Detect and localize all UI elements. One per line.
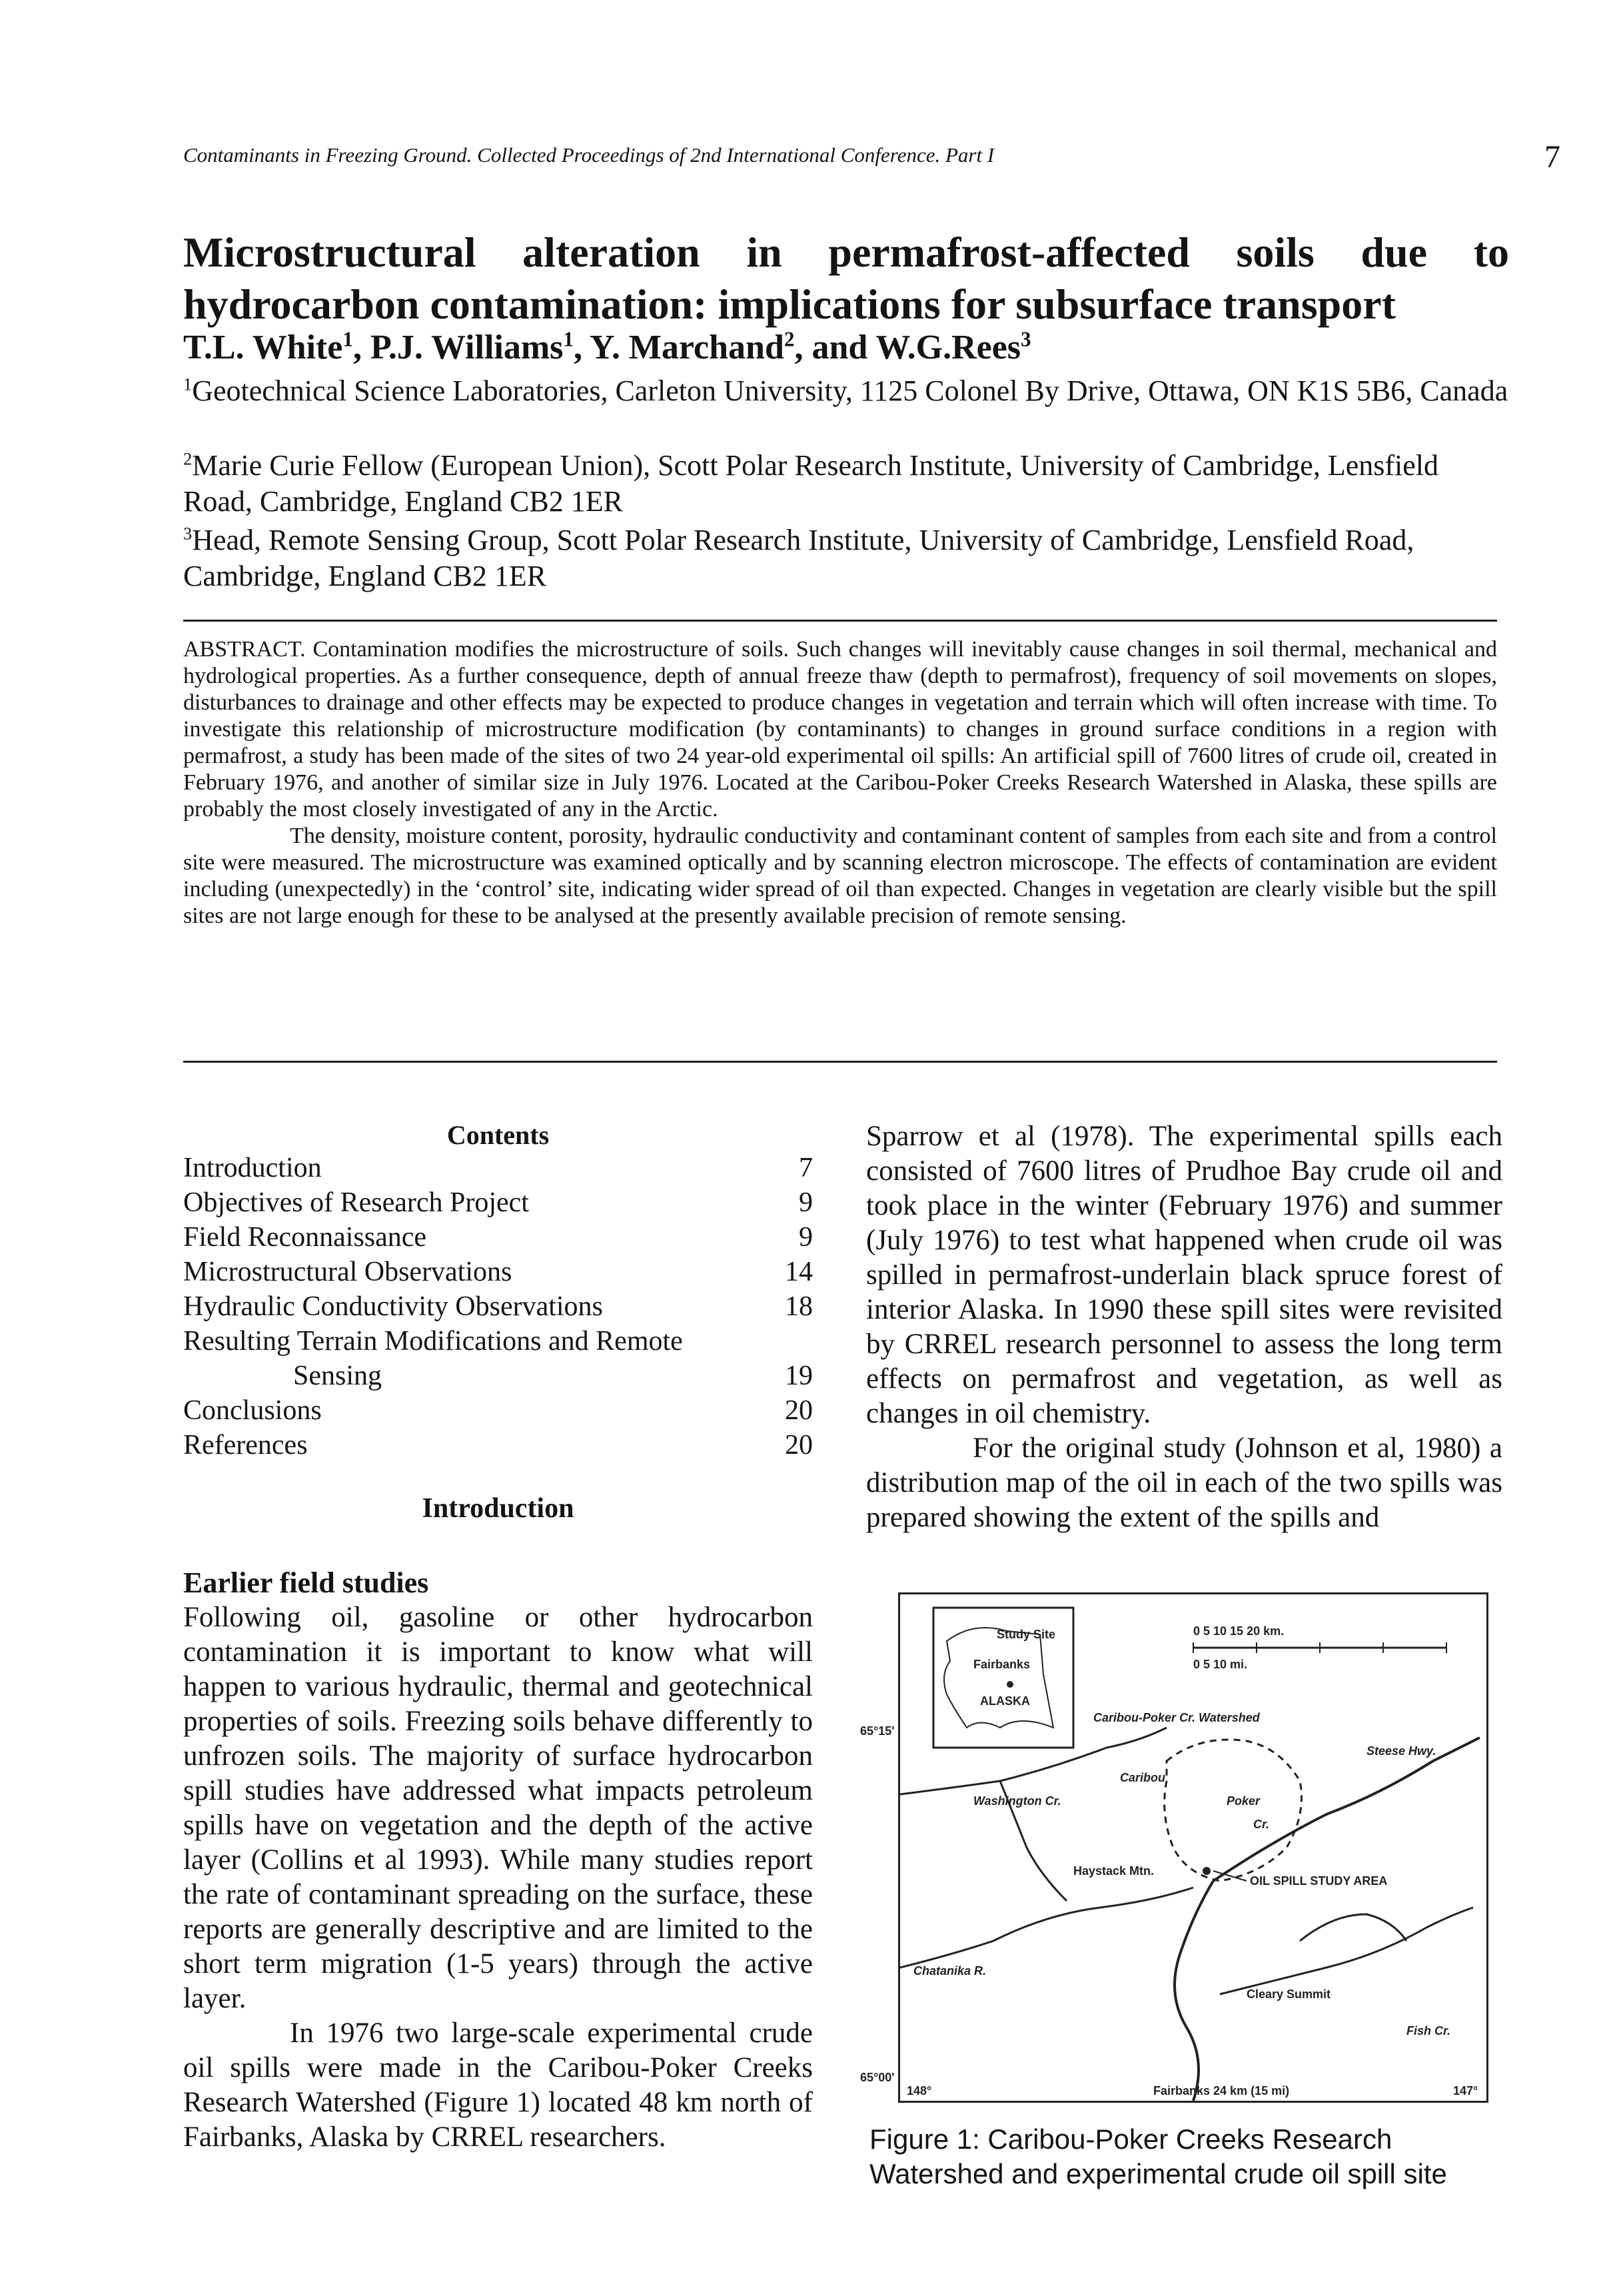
fish-creek xyxy=(1220,1908,1473,1994)
contents-item-label: Introduction xyxy=(183,1153,322,1183)
contents-item-page xyxy=(773,1324,813,1359)
chatanika-r-label: Chatanika R. xyxy=(913,1964,987,1978)
oil-spill-area-label: OIL SPILL STUDY AREA xyxy=(1250,1874,1388,1888)
affiliation-text: Head, Remote Sensing Group, Scott Polar Research Institute, University of Cambridge, Lensfield Road, Cambridge, England CB2 1ER xyxy=(183,524,1414,592)
cleary-summit-label: Cleary Summit xyxy=(1247,1988,1331,2001)
right-paragraph-2: For the original study (Johnson et al, 1980) a distribution map of the oil in each of the two spills was prepared showing the extent of the spills and xyxy=(866,1433,1502,1533)
author-name: , and W.G.Rees xyxy=(794,328,1021,366)
lat-top-label: 65°15' xyxy=(860,1724,895,1738)
contents-item[interactable] xyxy=(183,1359,813,1393)
contents-item-label: Field Reconnaissance xyxy=(183,1222,427,1253)
contents-item-page: 9 xyxy=(799,1222,813,1253)
contents-item-page: 18 xyxy=(785,1291,813,1322)
fairbanks-inset-label: Fairbanks xyxy=(973,1658,1031,1671)
fairbanks-distance-label: Fairbanks 24 km (15 mi) xyxy=(1153,2084,1290,2097)
contents-item-label: Objectives of Research Project xyxy=(183,1187,529,1218)
author-sup: 1 xyxy=(563,327,574,351)
contents-item[interactable] xyxy=(183,1255,813,1289)
steese-hwy-label: Steese Hwy. xyxy=(1366,1744,1436,1758)
contents-item-page: 19 xyxy=(785,1361,813,1391)
highway-south xyxy=(1175,1881,1213,2101)
contents-item-page: 14 xyxy=(785,1257,813,1287)
running-head: Contaminants in Freezing Ground. Collected Proceedings of 2nd International Conference. Part I xyxy=(183,143,995,167)
author-sup: 3 xyxy=(1021,327,1031,351)
page-number: 7 xyxy=(1544,139,1560,175)
steese-highway xyxy=(1213,1738,1480,1881)
contents-item[interactable] xyxy=(183,1428,813,1462)
contents-item-label: Resulting Terrain Modifications and Remote xyxy=(183,1326,683,1357)
paper-title xyxy=(183,227,1509,330)
title-line-1: Microstructural alteration in permafrost-affected soils due to xyxy=(183,229,1509,276)
chatanika-river xyxy=(900,1888,1193,1968)
contents-section xyxy=(183,1119,813,1462)
affiliation-2 xyxy=(183,448,1509,520)
alaska-outline xyxy=(944,1628,1056,1728)
contents-item[interactable] xyxy=(183,1185,813,1220)
introduction-heading: Introduction xyxy=(422,1493,574,1524)
contents-item-page: 20 xyxy=(785,1395,813,1426)
divider-top xyxy=(183,620,1497,622)
lat-bottom-label: 65°00' xyxy=(860,2071,895,2084)
contents-item-page: 7 xyxy=(799,1153,813,1183)
affiliation-sup: 1 xyxy=(183,374,193,394)
affiliation-sup: 2 xyxy=(183,448,193,469)
watershed-label: Caribou-Poker Cr. Watershed xyxy=(1093,1711,1260,1724)
affiliation-text: Marie Curie Fellow (European Union), Scott Polar Research Institute, University of Cambridge, Lensfield Road, Cambridge, England CB2 1ER xyxy=(183,449,1438,518)
summit-creek xyxy=(1300,1914,1406,1941)
abstract-paragraph-2: The density, moisture content, porosity, hydraulic conductivity and contaminant content of samples from each site and from a control site were measured. The microstructure was examined optically and by scanning electron microscope. The effects of contamination are evident including (unexpectedly) in the ‘control’ site, indicating wider spread of oil than expected. Changes in vegetation are clearly visible but the spill sites are not large enough for these to be analysed at the presently available precision of remote sensing. xyxy=(183,824,1497,928)
contents-item-page: 20 xyxy=(785,1430,813,1460)
contents-item[interactable] xyxy=(183,1151,813,1185)
author-name: , Y. Marchand xyxy=(573,328,784,366)
divider-bottom xyxy=(183,1061,1497,1063)
contents-item-label: References xyxy=(183,1430,308,1460)
right-paragraph-1: Sparrow et al (1978). The experimental spills each consisted of 7600 litres of Prudhoe Bay crude oil and took place in the winter (February 1976) and summer (July 1976) to test what happened when crude oil was spilled in permafrost-underlain black spruce forest of interior Alaska. In 1990 these spill sites were revisited by CRREL research personnel to assess the long term effects on permafrost and vegetation, as well as changes in oil chemistry. xyxy=(866,1121,1502,1429)
alaska-label: ALASKA xyxy=(980,1694,1030,1708)
contents-item[interactable] xyxy=(183,1289,813,1324)
contents-item[interactable] xyxy=(183,1324,813,1359)
scale-mi-label: 0 5 10 mi. xyxy=(1193,1658,1248,1671)
author-sup: 2 xyxy=(784,327,795,351)
haystack-mtn-label: Haystack Mtn. xyxy=(1073,1864,1155,1878)
affiliation-1 xyxy=(183,373,1509,409)
author-list xyxy=(183,328,1031,367)
contents-item-label: Hydraulic Conductivity Observations xyxy=(183,1291,603,1322)
contents-item[interactable] xyxy=(183,1393,813,1428)
contents-item[interactable] xyxy=(183,1220,813,1255)
contents-list xyxy=(183,1151,813,1462)
caribou-label: Caribou xyxy=(1120,1771,1166,1784)
author-sup: 1 xyxy=(342,327,353,351)
abstract xyxy=(183,636,1497,929)
introduction-body xyxy=(183,1600,813,2155)
affiliation-3 xyxy=(183,522,1509,594)
lon-left-label: 148° xyxy=(907,2084,932,2097)
abstract-paragraph-1: ABSTRACT. Contamination modifies the microstructure of soils. Such changes will inevitably cause changes in soil thermal, mechanical and hydrological properties. As a further consequence, depth of annual freeze thaw (depth to permafrost), frequency of soil movements on slopes, disturbances to drainage and other effects may be expected to produce changes in vegetation and terrain which will often increase with time. To investigate this relationship of microstructure modification (by contaminants) to changes in ground surface conditions in a region with permafrost, a study has been made of the sites of two 24 year-old experimental oil spills: An artificial spill of 7600 litres of crude oil, created in February 1976, and another of similar size in July 1976. Located at the Caribou-Poker Creeks Research Watershed in Alaska, these spills are probably the most closely investigated of any in the Arctic. xyxy=(183,637,1497,822)
intro-paragraph-2: In 1976 two large-scale experimental crude oil spills were made in the Caribou-Poker Creeks Research Watershed (Figure 1) located 48 km north of Fairbanks, Alaska by CRREL researchers. xyxy=(183,2017,813,2153)
contents-item-label: Conclusions xyxy=(183,1395,322,1426)
figure-1-map xyxy=(860,1592,1488,2103)
figure-caption: Figure 1: Caribou-Poker Creeks Research Watershed and experimental crude oil spill site xyxy=(869,2123,1447,2189)
cr-label: Cr. xyxy=(1253,1818,1270,1831)
washington-cr-label: Washington Cr. xyxy=(973,1794,1061,1808)
poker-label: Poker xyxy=(1227,1794,1261,1808)
affiliation-text: Geotechnical Science Laboratories, Carleton University, 1125 Colonel By Drive, Ottawa, ON K1S 5B6, Canada xyxy=(192,374,1508,407)
lon-right-label: 147° xyxy=(1453,2084,1478,2097)
contents-item-page: 9 xyxy=(799,1187,813,1218)
watershed-boundary xyxy=(1165,1740,1302,1881)
author-name: T.L. White xyxy=(183,328,343,366)
study-site-dot xyxy=(1007,1681,1013,1688)
earlier-studies-heading: Earlier field studies xyxy=(183,1566,429,1599)
oil-spill-site-dot xyxy=(1203,1867,1211,1875)
affiliation-sup: 3 xyxy=(183,523,193,544)
scale-km-label: 0 5 10 15 20 km. xyxy=(1193,1624,1285,1638)
title-line-2: hydrocarbon contamination: implications for subsurface transport xyxy=(183,281,1396,328)
author-name: , P.J. Williams xyxy=(352,328,564,366)
intro-paragraph-1: Following oil, gasoline or other hydrocarbon contamination it is important to know what will happen to various hydraulic, thermal and geotechnical properties of soils. Freezing soils behave differently to unfrozen soils. The majority of surface hydrocarbon spill studies have addressed what impacts petroleum spills have on vegetation and the depth of the active layer (Collins et al 1993). While many studies report the rate of contaminant spreading on the surface, these reports are generally descriptive and are limited to the short term migration (1-5 years) through the active layer. xyxy=(183,1602,813,2014)
fish-cr-label: Fish Cr. xyxy=(1406,2024,1451,2037)
study-site-label: Study Site xyxy=(997,1628,1056,1641)
right-column-body xyxy=(866,1119,1502,1535)
contents-item-label: Microstructural Observations xyxy=(183,1257,512,1287)
contents-item-label: Sensing xyxy=(293,1361,382,1391)
contents-heading: Contents xyxy=(446,1120,550,1150)
